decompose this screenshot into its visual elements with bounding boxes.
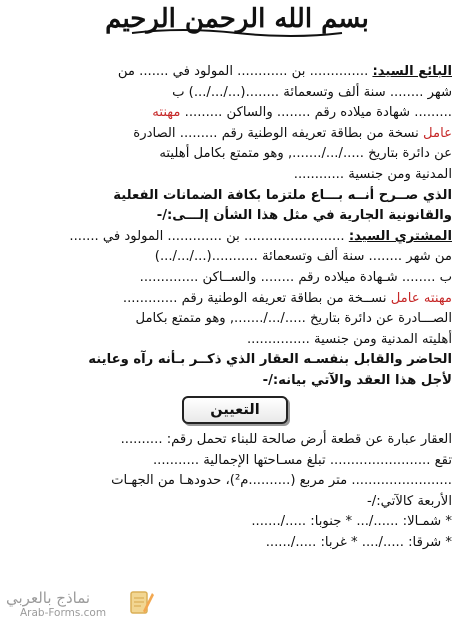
basmala-text: بسم الله الرحمن الرحيم (105, 4, 369, 34)
property-line-1: العقار عبارة عن قطعة أرض صالحة للبناء تحمل رقم: .......... (120, 432, 452, 448)
pencil-document-icon (128, 587, 154, 617)
present-line-1: الحاضر والقابل بنفسـه العقار الذي ذكــر بـأنه رآه وعاينه (88, 352, 452, 368)
seller-text-1: .............. بن ............ المولود في ....... من (117, 64, 369, 79)
basmala-header (0, 4, 474, 38)
contract-body (18, 62, 452, 554)
occupation-highlight: عامل (423, 125, 452, 141)
property-section (18, 430, 452, 554)
seller-line-2: شهر ........ سنة ألف وتسعمائة ........(.../.../...) ب (172, 84, 452, 100)
buyer-title: المشتري السيد: (348, 228, 452, 244)
watermark-arabic: نماذج بالعربي (6, 589, 91, 607)
declaration-line-2: والقانونية الجارية في مثل هذا الشأن إلـــى:/- (156, 208, 452, 224)
buyer-line-2: من شهر ........ سنة ألف وتسعمائة ...........(.../.../...) (154, 249, 452, 265)
buyer-line-1 (18, 227, 452, 248)
seller-line-3: ......... شهادة ميلاده رقم ........ والساكن ......... مهنته (152, 105, 452, 121)
seller-line-6: المدنية ومن جنسية ............ (293, 166, 452, 182)
property-line-3: ........................ متر مربع (..........م²)، حدودهـا من الجهـات (111, 473, 452, 489)
buyer-text-1: ........................ بن ............. المولود في ....... (69, 228, 345, 244)
site-watermark (6, 589, 156, 619)
seller-line-4: عامل نسخة من بطاقة تعريفه الوطنية رقم ......... الصادرة (133, 125, 452, 141)
buyer-line-3: ب ........ شـهادة ميلاده رقم ........ والســاكن .............. (139, 269, 452, 285)
declaration (18, 186, 452, 227)
section-heading: التعيين (182, 396, 287, 425)
property-line-2: تقع ........................ تبلغ مسـاحتها الإجمالية ........... (152, 452, 452, 468)
buyer-line-4: مهنته عامل نســخة من بطاقة تعريفه الوطنية رقم ............. (122, 290, 452, 306)
seller-title: البائع السيد: (372, 64, 452, 79)
buyer-line-6: أهليته المدنية ومن جنسية ............... (246, 331, 452, 347)
occupation-highlight: مهنته (152, 105, 181, 121)
seller-line-5: عن دائرة بتاريخ ...../.../......., وهو متمتع بكامل أهليته (159, 146, 452, 162)
property-line-6: * شرقا: ...../.... * غربا: ...../...... (265, 535, 452, 551)
seller-section (18, 62, 452, 186)
occupation-highlight: مهنته عامل (390, 290, 452, 306)
declaration-line-1: الذي صــرح أنــه بـــاع ملتزما بكافة الضمانات الفعلية (113, 187, 452, 203)
seller-line-1 (18, 62, 452, 83)
watermark-latin: Arab-Forms.com (20, 607, 107, 619)
section-heading-wrap (18, 396, 452, 425)
present-line-2: لأجل هذا العقد والآتي بيانه:/- (262, 372, 452, 388)
buyer-line-5: الصـــادرة عن دائرة بتاريخ ...../.../......., وهو متمتع بكامل (135, 311, 452, 327)
buyer-section (18, 227, 452, 351)
acceptance-statement (18, 350, 452, 391)
property-line-4: الأربعة كالآتي:/- (367, 493, 452, 509)
property-line-5: * شمـالا: ....../... * جنوبا: ...../....... (251, 514, 452, 530)
